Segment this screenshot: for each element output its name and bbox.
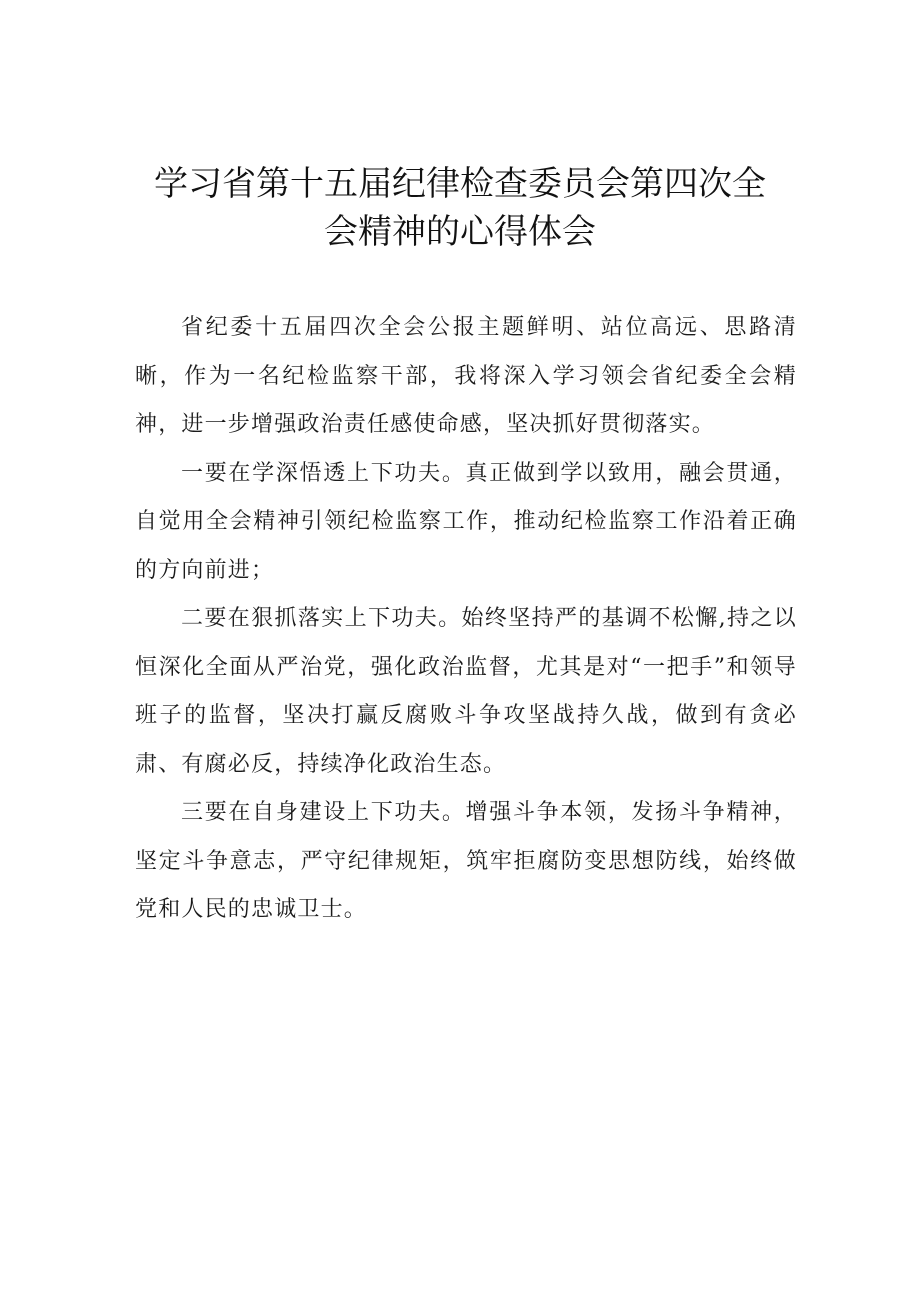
document-body — [135, 304, 797, 935]
paragraph-point-1: 一要在学深悟透上下功夫。真正做到学以致用，融会贯通，自觉用全会精神引领纪检监察工作，推动纪检监察工作沿着正确的方向前进； — [135, 460, 797, 583]
paragraph-point-2: 二要在狠抓落实上下功夫。始终坚持严的基调不松懈,持之以恒深化全面从严治党，强化政治监督，尤其是对“一把手”和领导班子的监督，坚决打赢反腐败斗争攻坚战持久战，做到有贪必肃、有腐必反，持续净化政治生态。 — [135, 606, 797, 777]
paragraph-point-3: 三要在自身建设上下功夫。增强斗争本领，发扬斗争精神，坚定斗争意志，严守纪律规矩，筑牢拒腐防变思想防线，始终做党和人民的忠诚卫士。 — [135, 800, 797, 922]
paragraph-intro: 省纪委十五届四次全会公报主题鲜明、站位高远、思路清晰，作为一名纪检监察干部，我将深入学习领会省纪委全会精神，进一步增强政治责任感使命感，坚决抓好贯彻落实。 — [135, 315, 797, 437]
title-line-2: 会精神的心得体会 — [324, 212, 596, 252]
title-line-1: 学习省第十五届纪律检查委员会第四次全 — [154, 164, 766, 204]
document-title — [120, 160, 800, 256]
